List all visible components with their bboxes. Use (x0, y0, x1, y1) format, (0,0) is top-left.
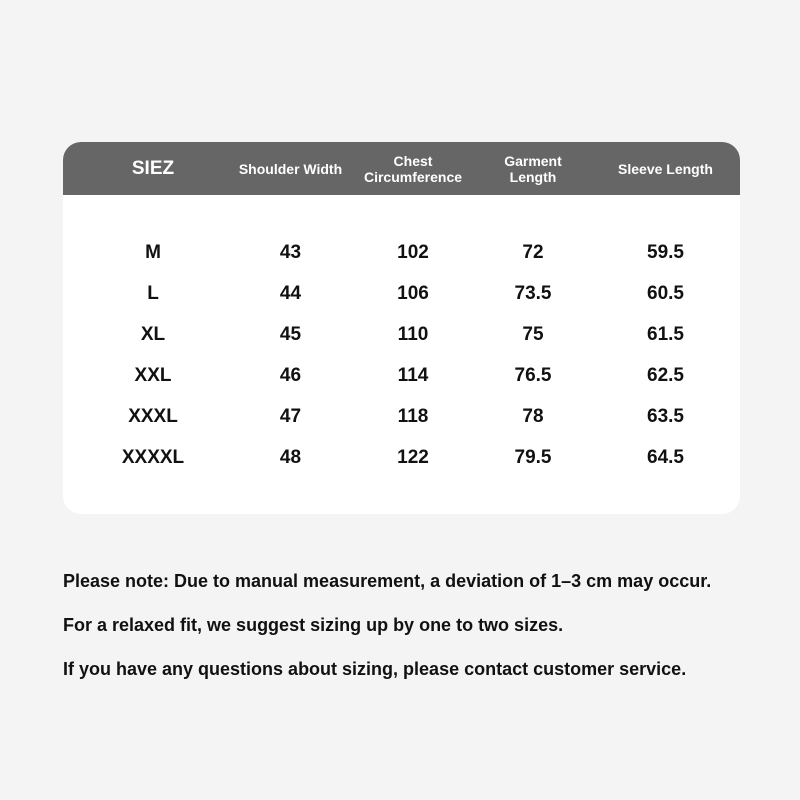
header-sleeve-length: Sleeve Length (618, 160, 713, 177)
header-garment-length: Garment Length (504, 152, 562, 185)
sleeve-cell: 64.5 (647, 446, 684, 468)
chest-cell: 122 (397, 446, 429, 468)
chest-cell: 114 (397, 364, 429, 386)
measurement-note: Please note: Due to manual measurement, a deviation of 1–3 cm may occur. (63, 571, 712, 591)
table-row (63, 355, 740, 396)
chest-cell: 106 (397, 282, 429, 304)
sleeve-cell: 59.5 (647, 241, 684, 263)
shoulder-cell: 43 (279, 241, 302, 263)
shoulder-cell: 44 (279, 282, 302, 304)
length-cell: 73.5 (514, 282, 552, 304)
sleeve-cell: 63.5 (647, 405, 684, 427)
sleeve-cell: 62.5 (647, 364, 684, 386)
length-cell: 79.5 (514, 446, 552, 468)
size-cell: L (147, 282, 159, 304)
size-cell: XXL (134, 364, 172, 386)
sleeve-cell: 61.5 (647, 323, 684, 345)
chest-cell: 102 (397, 241, 429, 263)
size-cell: XXXXL (121, 446, 185, 468)
length-cell: 72 (522, 241, 544, 263)
size-cell: XL (140, 323, 166, 345)
shoulder-cell: 46 (279, 364, 302, 386)
length-cell: 78 (522, 405, 544, 427)
shoulder-cell: 48 (279, 446, 302, 468)
fit-note: For a relaxed fit, we suggest sizing up by one to two sizes. (63, 615, 564, 635)
size-cell: XXXL (128, 405, 178, 427)
table-row (63, 273, 740, 314)
contact-note: If you have any questions about sizing, please contact customer service. (63, 659, 687, 679)
length-cell: 76.5 (514, 364, 552, 386)
size-cell: M (145, 241, 161, 263)
sleeve-cell: 60.5 (647, 282, 684, 304)
shoulder-cell: 45 (279, 323, 302, 345)
size-chart-table (63, 142, 740, 514)
chest-cell: 118 (397, 405, 429, 427)
length-cell: 75 (522, 323, 544, 345)
table-row (63, 396, 740, 437)
table-row (63, 437, 740, 478)
header-shoulder-width: Shoulder Width (238, 160, 343, 177)
table-row (63, 232, 740, 273)
header-size: SIEZ (131, 157, 175, 179)
shoulder-cell: 47 (279, 405, 302, 427)
table-header (63, 142, 740, 195)
header-chest-circumference: Chest Circumference (363, 152, 463, 185)
table-body (63, 232, 740, 478)
sizing-notes (63, 570, 783, 702)
chest-cell: 110 (397, 323, 429, 345)
table-row (63, 314, 740, 355)
